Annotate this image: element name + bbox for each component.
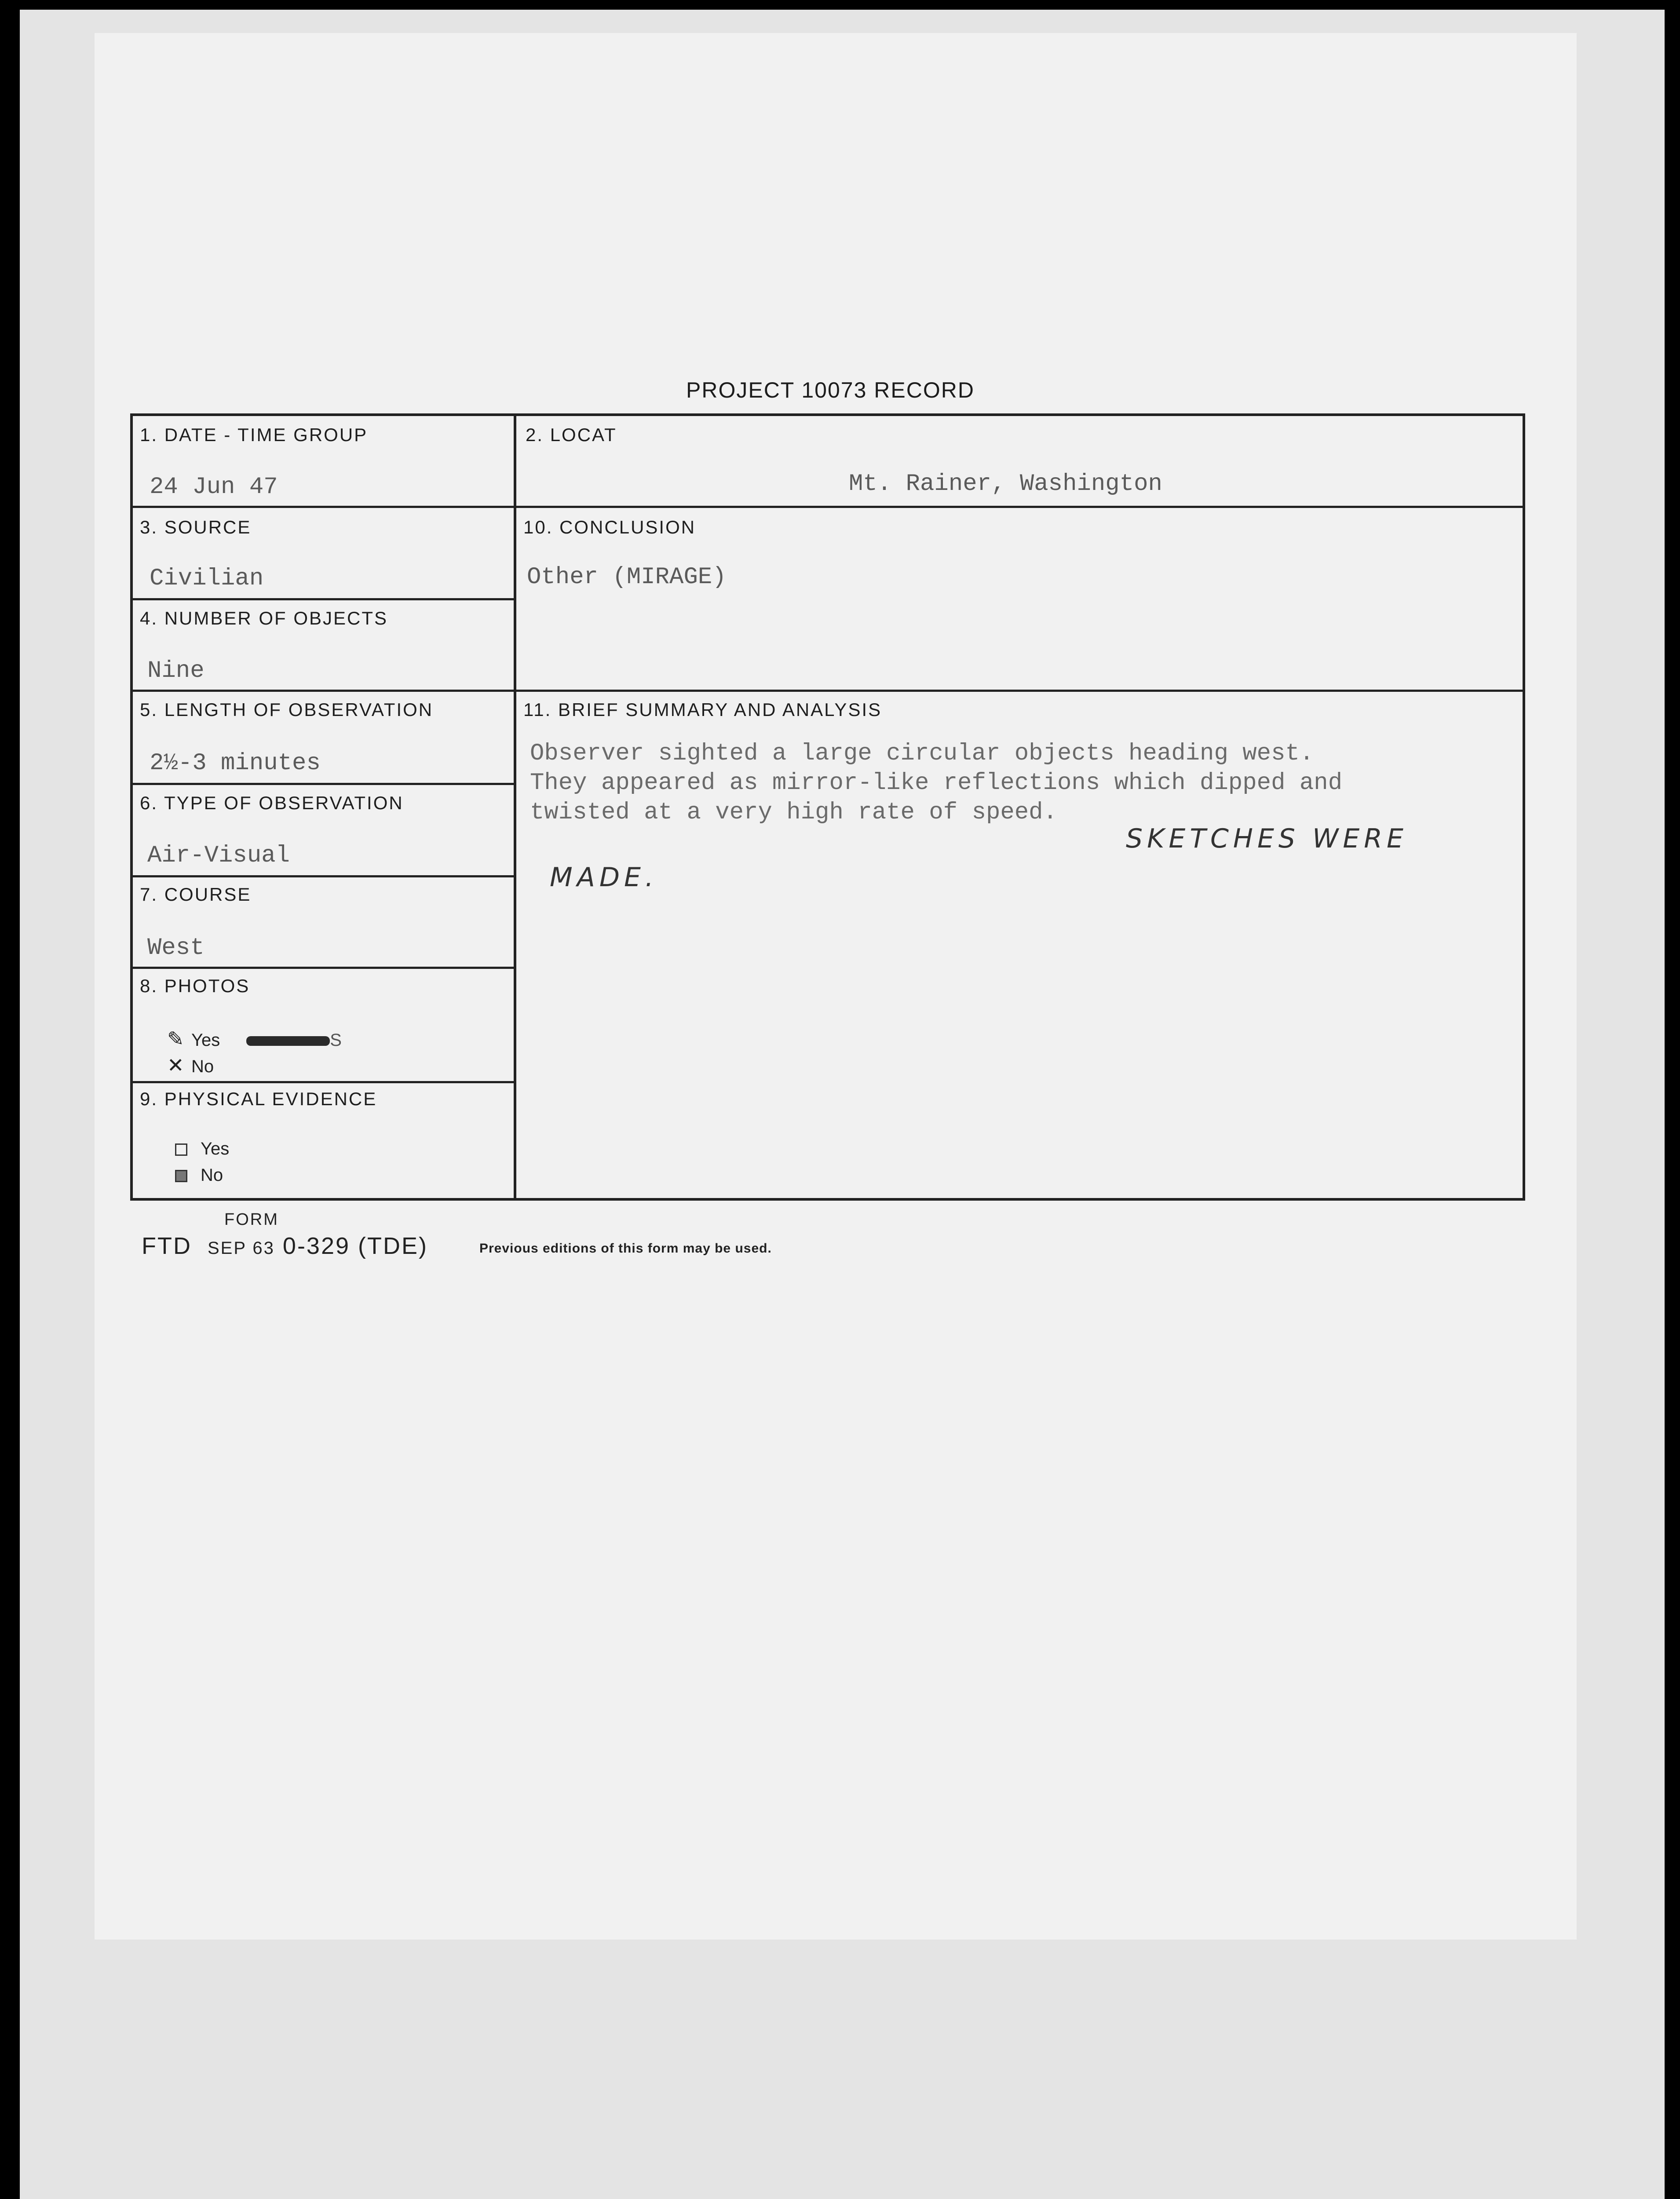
row-divider [130, 506, 1525, 508]
course-label: 7. COURSE [140, 884, 252, 905]
row-divider [130, 783, 515, 785]
source-label: 3. SOURCE [140, 517, 252, 537]
physical-evidence-yes-option: Yes [175, 1139, 229, 1159]
physical-evidence-no-option: No [175, 1165, 223, 1185]
checkbox-icon [175, 1143, 187, 1156]
row-divider [130, 598, 515, 600]
course-value: West [147, 935, 205, 961]
conclusion-label: 10. CONCLUSION [523, 517, 696, 537]
conclusion-value: Other (MIRAGE) [527, 564, 727, 591]
number-of-objects-label: 4. NUMBER OF OBJECTS [140, 608, 388, 628]
handwritten-note-line-2: MADE. [550, 862, 658, 893]
row-divider [130, 690, 1525, 692]
type-of-observation-label: 6. TYPE OF OBSERVATION [140, 793, 404, 813]
scribble-mark-icon: ✎ [167, 1027, 184, 1050]
photos-no-option: ✕ No [167, 1054, 214, 1077]
number-of-objects-value: Nine [147, 658, 205, 684]
date-time-group-label: 1. DATE - TIME GROUP [140, 424, 368, 445]
photos-label: 8. PHOTOS [140, 975, 250, 996]
row-divider [130, 875, 515, 877]
type-of-observation-value: Air-Visual [147, 842, 290, 869]
summary-line: twisted at a very high rate of speed. [530, 799, 1057, 826]
summary-text [530, 739, 1454, 827]
location-label: 2. LOCAT [526, 424, 617, 445]
summary-label: 11. BRIEF SUMMARY AND ANALYSIS [523, 699, 882, 720]
length-of-observation-label: 5. LENGTH OF OBSERVATION [140, 699, 434, 720]
physical-evidence-label: 9. PHYSICAL EVIDENCE [140, 1089, 377, 1109]
length-of-observation-value: 2½-3 minutes [150, 750, 321, 777]
location-value: Mt. Rainer, Washington [849, 471, 1162, 497]
footer-form-word: FORM [224, 1210, 279, 1229]
footer-note: Previous editions of this form may be used. [479, 1241, 772, 1256]
record-title: PROJECT 10073 RECORD [686, 378, 975, 402]
row-divider [130, 967, 515, 969]
summary-line: They appeared as mirror-like reflections which dipped and [530, 770, 1343, 796]
x-mark-icon: ✕ [167, 1054, 184, 1077]
date-time-group-value: 24 Jun 47 [150, 474, 278, 500]
row-divider [130, 1081, 515, 1083]
photos-yes-option: ✎ Yes S [167, 1027, 342, 1050]
source-value: Civilian [150, 565, 264, 592]
struck-out-text [246, 1036, 330, 1046]
handwritten-note-line-1: SKETCHES WERE [1126, 823, 1408, 854]
checked-box-icon [175, 1170, 187, 1182]
summary-line: Observer sighted a large circular objects heading west. [530, 740, 1314, 767]
footer-form-id: FTD SEP 63 0-329 (TDE) [142, 1233, 428, 1259]
